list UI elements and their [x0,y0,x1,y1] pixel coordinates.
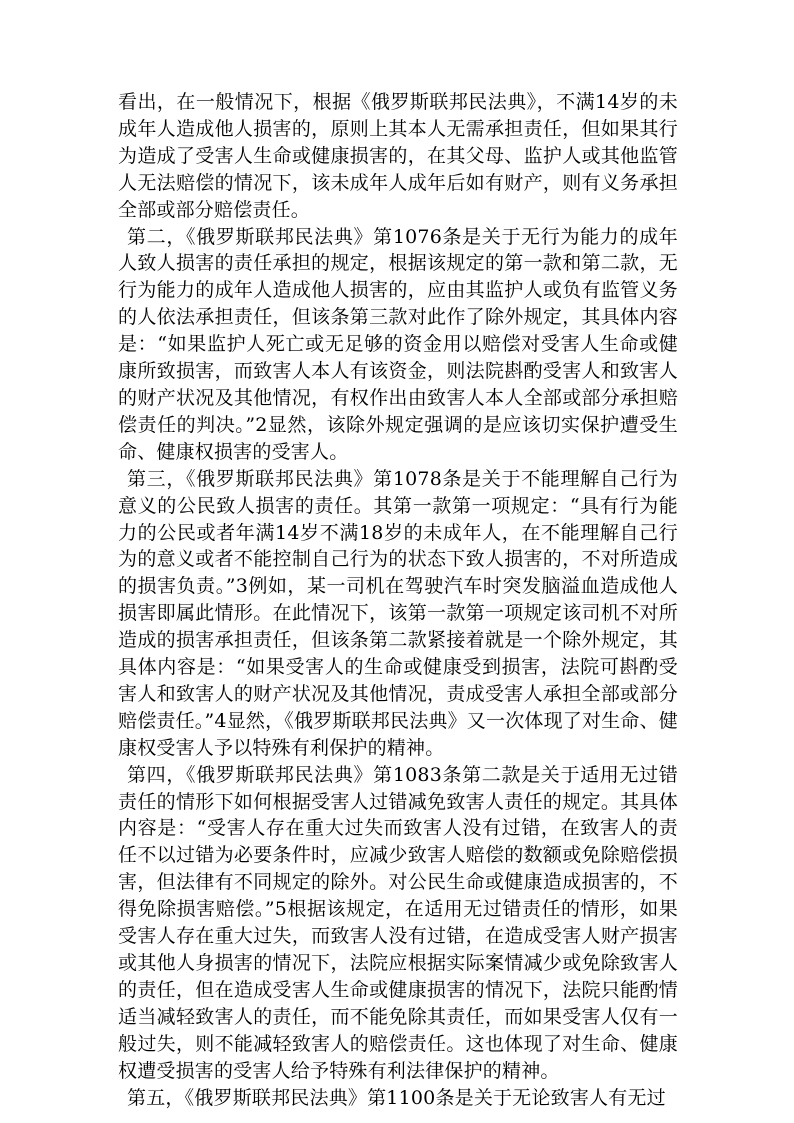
paragraph-second: 第二，《俄罗斯联邦民法典》第1076条是关于无行为能力的成年人致人损害的责任承担的规定，根据该规定的第一款和第二款，无行为能力的成年人造成他人损害的，应由其监护人或负有监管义务的人依法承担责任，但该条第三款对此作了除外规定，其具体内容是：“如果监护人死亡或无足够的资金用以赔偿对受害人生命或健康所致损害，而致害人本人有该资金，则法院斟酌受害人和致害人的财产状况及其他情况，有权作出由致害人本人全部或部分承担赔偿责任的判决。”2显然，该除外规定强调的是应该切实保护遭受生命、健康权损害的受害人。 [118,225,678,463]
paragraph-continuation: 看出，在一般情况下，根据《俄罗斯联邦民法典》，不满14岁的未成年人造成他人损害的，原则上其本人无需承担责任，但如果其行为造成了受害人生命或健康损害的，在其父母、监护人或其他监管人无法赔偿的情况下，该未成年人成年后如有财产，则有义务承担全部或部分赔偿责任。 [118,91,678,221]
paragraph-fifth: 第五，《俄罗斯联邦民法典》第1100条是关于无论致害人有无过 [127,1086,666,1109]
paragraph-third: 第三，《俄罗斯联邦民法典》第1078条是关于不能理解自己行为意义的公民致人损害的责任。其第一款第一项规定：“具有行为能力的公民或者年满14岁不满18岁的未成年人，在不能理解自己行为的意义或者不能控制自己行为的状态下致人损害的，不对所造成的损害负责。”3例如，某一司机在驾驶汽车时突发脑溢血造成他人损害即属此情形。在此情况下，该第一款第一项规定该司机不对所造成的损害承担责任，但该条第二款紧接着就是一个除外规定，其具体内容是：“如果受害人的生命或健康受到损害，法院可斟酌受害人和致害人的财产状况及其他情况，责成受害人承担全部或部分赔偿责任。”4显然，《俄罗斯联邦民法典》又一次体现了对生命、健康权受害人予以特殊有利保护的精神。 [118,467,679,759]
document-body [118,89,678,1111]
paragraph-fourth: 第四，《俄罗斯联邦民法典》第1083条第二款是关于适用无过错责任的情形下如何根据受害人过错减免致害人责任的规定。其具体内容是：“受害人存在重大过失而致害人没有过错，在致害人的责任不以过错为必要条件时，应减少致害人赔偿的数额或免除赔偿损害，但法律有不同规定的除外。对公民生命或健康造成损害的，不得免除损害赔偿。”5根据该规定，在适用无过错责任的情形，如果受害人存在重大过失，而致害人没有过错，在造成受害人财产损害或其他人身损害的情况下，法院应根据实际案情减少或免除致害人的责任，但在造成受害人生命或健康损害的情况下，法院只能酌情适当减轻致害人的责任，而不能免除其责任，而如果受害人仅有一般过失，则不能减轻致害人的赔偿责任。这也体现了对生命、健康权遭受损害的受害人给予特殊有利法律保护的精神。 [118,763,678,1082]
